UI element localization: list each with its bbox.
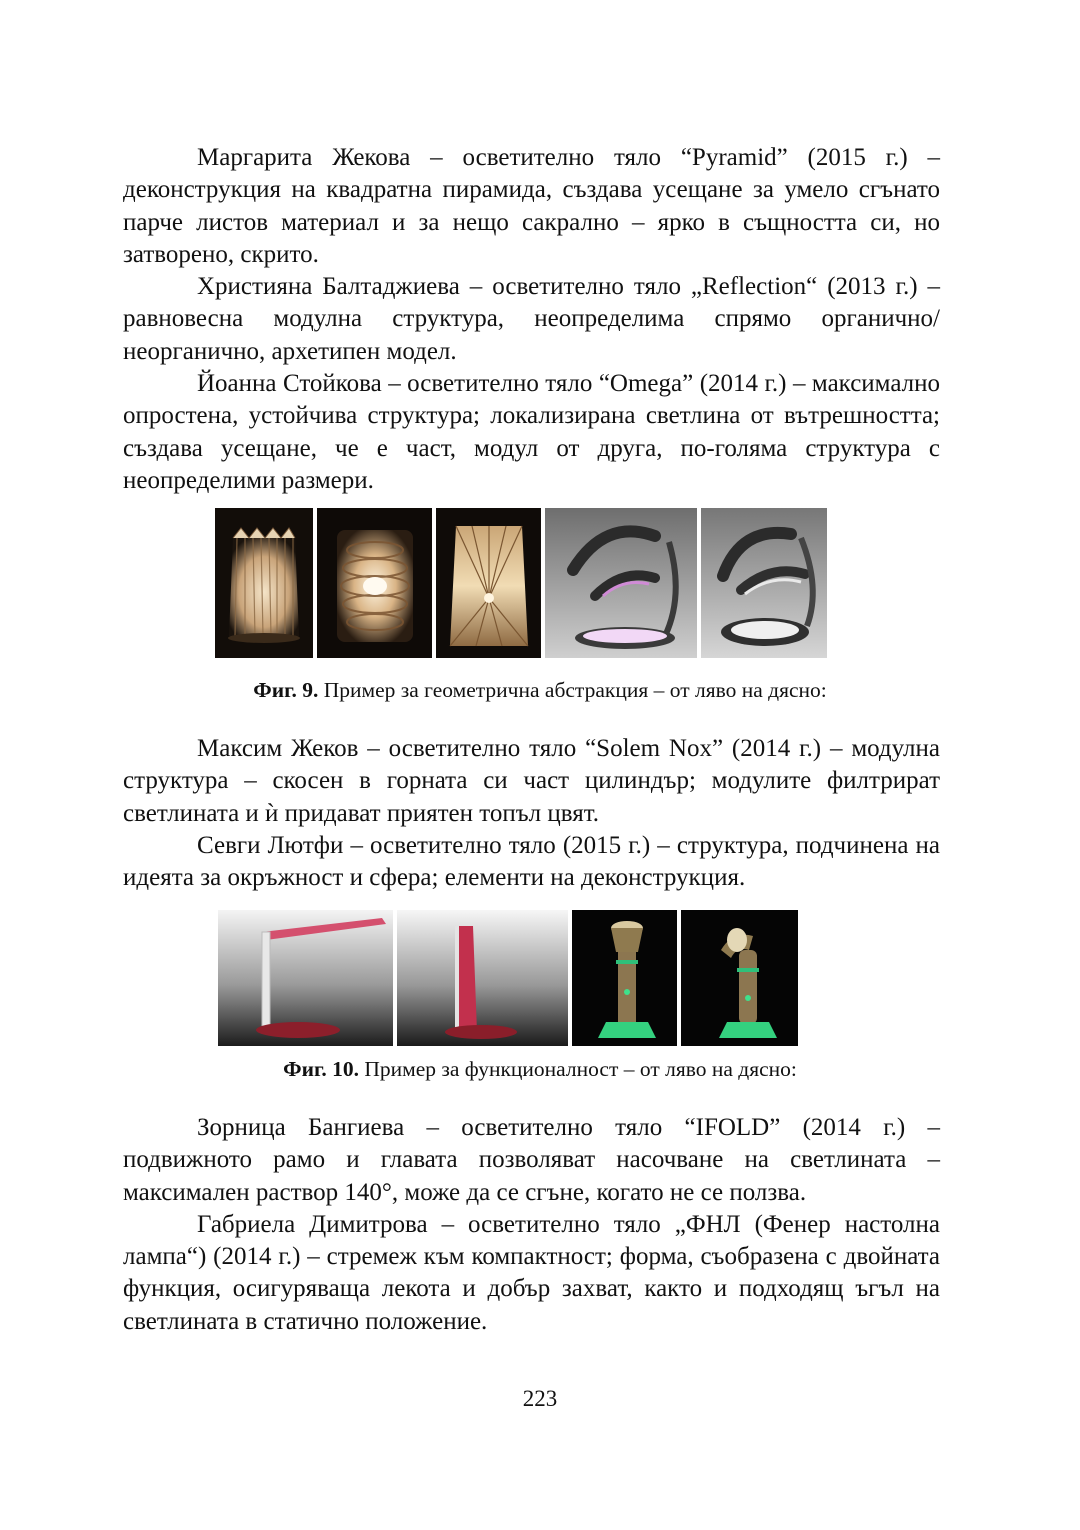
figure-10-label: Фиг. 10. [283,1057,359,1081]
figure-9-images [215,508,827,658]
paragraph-solem-nox: Максим Жеков – осветително тяло “Solem Nox” (2014 г.) – модулна структура – скосен в горната си част цилиндър; модулите филтрират светлината и ѝ придават приятен топъл цвят. [123,735,940,827]
page-number: 223 [522,1386,558,1411]
figure-9-label: Фиг. 9. [253,678,319,702]
figure-10-text: Пример за функционалност – от ляво на дясно: [358,1057,797,1081]
figure-10-caption [0,1055,1080,1083]
omega-lamp-photo-2 [701,508,827,658]
omega-lamp-photo-1 [545,508,697,658]
reflection-lamp-photo [436,508,541,658]
paragraph-omega: Йоанна Стойкова – осветително тяло “Omega” (2014 г.) – максимално опростена, устойчива структура; локализирана светлина от вътрешността; създава усещане, че е част, модул от друга, по-голяма структура с неопределими размери. [123,370,940,494]
ifold-lamp-photo-1 [218,910,393,1046]
figure-9-text: Пример за геометрична абстракция – от ляво на дясно: [318,678,827,702]
paragraph-ifold: Зорница Бангиева – осветително тяло “IFOLD” (2014 г.) – подвижното рамо и главата позволяват насочване на светлината – максимален раствор 140°, може да се сгъне, когато не се ползва. [123,1114,940,1206]
pyramid-lamp-photo-1 [215,508,313,658]
paragraph-reflection: Християна Балтаджиева – осветително тяло „Reflection“ (2013 г.) – равновесна модулна структура, неопределима спрямо органично/ неорганично, архетипен модел. [123,273,940,365]
text-block-top [123,142,940,497]
figure-9-caption [0,676,1080,704]
pyramid-lamp-photo-2 [317,508,432,658]
figure-10-images [218,910,798,1046]
paragraph-pyramid: Маргарита Жекова – осветително тяло “Pyramid” (2015 г.) – деконструкция на квадратна пирамида, създава усещане за умело сгънато парче листов материал и за нещо сакрално – ярко в същността си, но затворено, скрито. [123,144,940,268]
fnl-lamp-photo-1 [572,910,677,1046]
text-block-middle [123,733,940,894]
paragraph-sevgi-lyutfi: Севги Лютфи – осветително тяло (2015 г.) – структура, подчинена на идеята за окръжност и сфера; елементи на деконструкция. [123,831,940,892]
paragraph-fnl: Габриела Димитрова – осветително тяло „ФНЛ (Фенер настолна лампа“) (2014 г.) – стремеж към компактност; форма, съобразена с двойната функция, осигуряваща лекота и добър захват, както и подходящ ъгъл на светлината в статично положение. [123,1210,940,1335]
fnl-lamp-photo-2 [681,910,798,1046]
ifold-lamp-photo-2 [397,910,568,1046]
text-block-bottom [123,1112,940,1338]
